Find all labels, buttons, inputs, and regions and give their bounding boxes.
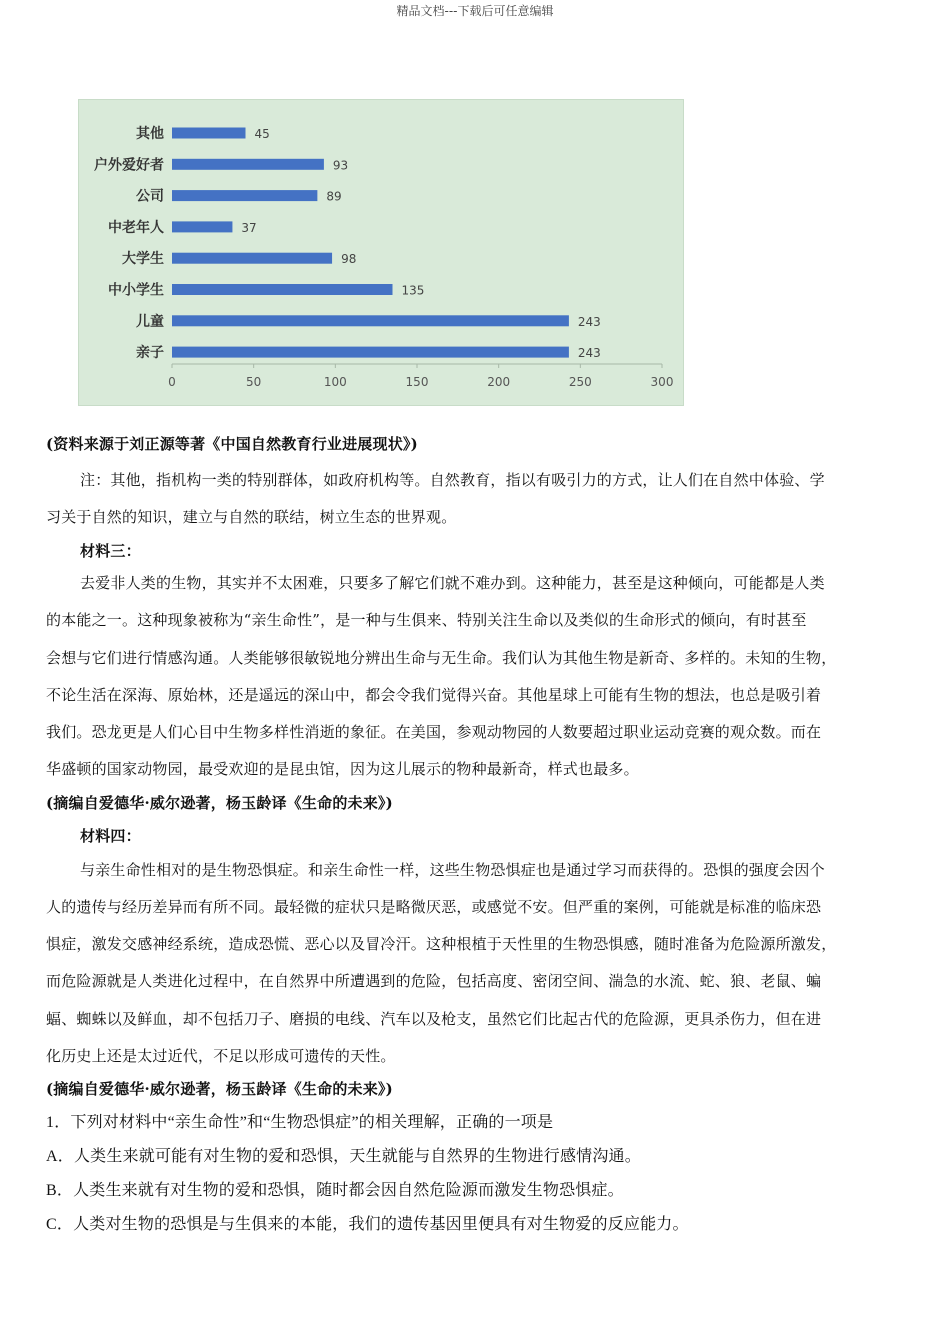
bar-chart-svg	[79, 100, 685, 407]
material-3-line-1: 去爱非人类的生物，其实并不太困难，只要多了解它们就不难办到。这种能力，甚至是这种倾向，可能都是人类	[80, 574, 825, 592]
material-4-line-4: 而危险源就是人类进化过程中，在自然界中所遭遇到的危险，包括高度、密闭空间、湍急的水流、蛇、狼、老鼠、蝙	[46, 972, 822, 990]
material-4-line-6: 化历史上还是太过近代，不足以形成可遗传的天性。	[46, 1047, 396, 1065]
bar	[172, 315, 569, 326]
bar-chart	[78, 99, 684, 406]
category-label: 其他	[136, 126, 164, 142]
material-3-line-2: 的本能之一。这种现象被称为“亲生命性”，是一种与生俱来、特别关注生命以及类似的生命形式的倾向，有时甚至	[46, 611, 807, 629]
x-tick-label: 200	[487, 375, 511, 389]
option-c: C．人类对生物的恐惧是与生俱来的本能，我们的遗传基因里便具有对生物爱的反应能力。	[46, 1216, 689, 1233]
x-tick-label: 300	[650, 375, 674, 389]
bar	[172, 347, 569, 358]
bar	[172, 190, 317, 201]
value-label: 98	[341, 252, 357, 267]
value-label: 89	[326, 189, 342, 204]
option-b: B．人类生来就有对生物的爱和恐惧，随时都会因自然危险源而激发生物恐惧症。	[46, 1182, 624, 1199]
source-note-1: (资料来源于刘正源等著《中国自然教育行业进展现状》)	[46, 435, 418, 453]
material-4-line-3: 惧症，激发交感神经系统，造成恐慌、恶心以及冒冷汗。这种根植于天性里的生物恐惧感，随时准备为危险源所激发，	[46, 935, 837, 953]
bar	[172, 221, 232, 232]
material-4-line-5: 蝠、蜘蛛以及鲜血，却不包括刀子、磨损的电线、汽车以及枪支，虽然它们比起古代的危险源，更具杀伤力，但在进	[46, 1010, 822, 1028]
material-4-title: 材料四：	[80, 827, 141, 845]
bar	[172, 253, 332, 264]
category-label: 亲子	[136, 345, 164, 362]
value-label: 93	[332, 158, 349, 173]
page-header: 精品文档---下载后可任意编辑	[396, 4, 554, 18]
x-tick-label: 50	[246, 375, 262, 389]
material-4-line-1: 与亲生命性相对的是生物恐惧症。和亲生命性一样，这些生物恐惧症也是通过学习而获得的。恐惧的强度会因个	[80, 861, 825, 879]
material-3-line-3: 会想与它们进行情感沟通。人类能够很敏锐地分辨出生命与无生命。我们认为其他生物是新奇、多样的。未知的生物，	[46, 649, 837, 667]
category-label: 大学生	[122, 251, 164, 268]
source-note-2: (摘编自爱德华·威尔逊著，杨玉龄译《生命的未来》)	[46, 794, 393, 812]
category-label: 中老年人	[108, 219, 164, 236]
x-tick-label: 250	[568, 375, 592, 389]
x-tick-label: 150	[405, 375, 429, 389]
source-note-3: (摘编自爱德华·威尔逊著，杨玉龄译《生命的未来》)	[46, 1080, 393, 1098]
category-label: 儿童	[136, 313, 164, 330]
x-tick-label: 100	[323, 375, 347, 389]
x-tick-label: 0	[168, 375, 176, 389]
material-3-line-5: 我们。恐龙更是人们心目中生物多样性消逝的象征。在美国，参观动物园的人数要超过职业运动竞赛的观众数。而在	[46, 723, 822, 741]
value-label: 243	[577, 346, 601, 361]
value-label: 37	[241, 220, 257, 235]
category-label: 中小学生	[108, 282, 164, 299]
category-label: 公司	[136, 188, 164, 205]
option-a: A．人类生来就可能有对生物的爱和恐惧，天生就能与自然界的生物进行感情沟通。	[46, 1148, 641, 1165]
bar	[172, 159, 324, 170]
material-3-line-4: 不论生活在深海、原始林，还是遥远的深山中，都会令我们觉得兴奋。其他星球上可能有生物的想法，也总是吸引着	[46, 686, 822, 704]
category-label: 户外爱好者	[94, 157, 164, 174]
value-label: 135	[401, 283, 425, 298]
material-3-line-6: 华盛顿的国家动物园，最受欢迎的是昆虫馆，因为这儿展示的物种最新奇，样式也最多。	[46, 760, 639, 778]
bar	[172, 284, 393, 295]
question-1: 1．下列对材料中“亲生命性”和“生物恐惧症”的相关理解，正确的一项是	[46, 1114, 554, 1131]
value-label: 243	[577, 314, 601, 329]
material-4-line-2: 人的遗传与经历差异而有所不同。最轻微的症状只是略微厌恶，或感觉不安。但严重的案例，可能就是标准的临床恐	[46, 898, 822, 916]
material-3-title: 材料三：	[80, 542, 141, 560]
value-label: 45	[254, 127, 270, 141]
bar	[172, 128, 246, 139]
note-line-1: 注：其他，指机构一类的特别群体，如政府机构等。自然教育，指以有吸引力的方式，让人们在自然中体验、学	[80, 471, 825, 489]
note-line-2: 习关于自然的知识，建立与自然的联结，树立生态的世界观。	[46, 508, 457, 526]
